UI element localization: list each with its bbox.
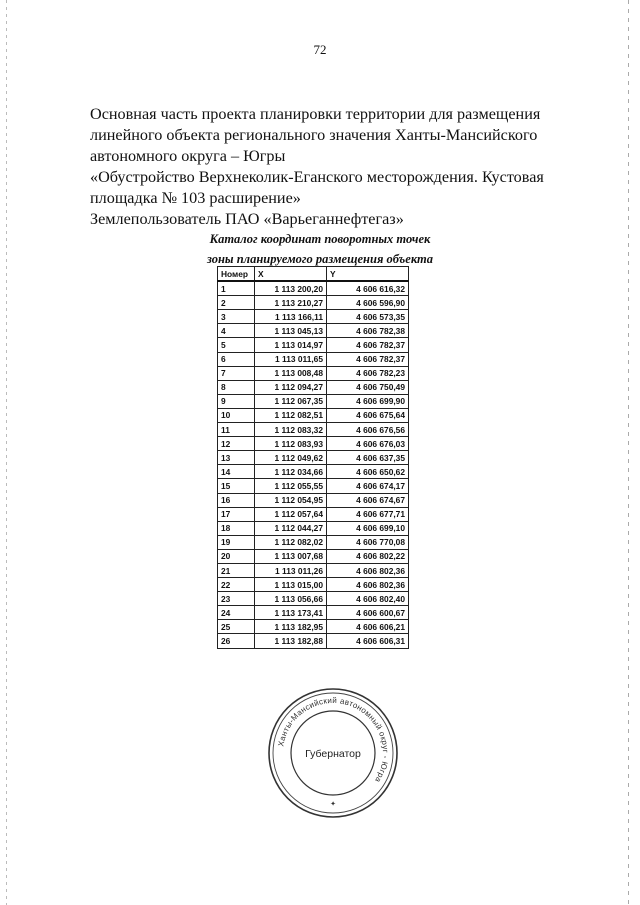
coordinate-x-cell: 1 112 049,62 — [255, 451, 327, 465]
heading-line: Основная часть проекта планировки территории для размещения — [90, 105, 541, 123]
column-header-x: X — [255, 267, 327, 282]
page-number: 72 — [313, 42, 327, 57]
coordinate-x-cell: 1 113 011,65 — [255, 352, 327, 366]
coordinate-y-cell: 4 606 606,21 — [327, 620, 409, 634]
coordinates-table — [217, 266, 409, 649]
coordinate-y-cell: 4 606 802,36 — [327, 563, 409, 577]
point-number-cell: 11 — [218, 423, 255, 437]
table-row — [218, 380, 409, 394]
coordinate-y-cell: 4 606 675,64 — [327, 408, 409, 422]
seal-ring-text: Ханты-Мансийский автономный округ - Югра — [276, 695, 391, 785]
heading-line: площадка № 103 расширение» — [90, 189, 301, 207]
table-row — [218, 493, 409, 507]
coordinate-x-cell: 1 113 166,11 — [255, 310, 327, 324]
coordinate-y-cell: 4 606 616,32 — [327, 281, 409, 296]
catalog-title-line-2: зоны планируемого размещения объекта — [207, 252, 433, 266]
table-header-row — [218, 267, 409, 282]
document-heading — [90, 104, 550, 230]
coordinate-x-cell: 1 112 082,51 — [255, 408, 327, 422]
coordinate-x-cell: 1 113 014,97 — [255, 338, 327, 352]
point-number-cell: 7 — [218, 366, 255, 380]
coordinate-x-cell: 1 112 055,55 — [255, 479, 327, 493]
point-number-cell: 8 — [218, 380, 255, 394]
table-row — [218, 296, 409, 310]
catalog-title-line-1: Каталог координат поворотных точек — [209, 232, 431, 246]
column-header-number: Номер — [218, 267, 255, 282]
coordinate-y-cell: 4 606 782,37 — [327, 338, 409, 352]
coordinate-x-cell: 1 112 067,35 — [255, 394, 327, 408]
point-number-cell: 21 — [218, 563, 255, 577]
coordinate-x-cell: 1 112 044,27 — [255, 521, 327, 535]
coordinate-y-cell: 4 606 573,35 — [327, 310, 409, 324]
table-row — [218, 338, 409, 352]
coordinate-x-cell: 1 112 054,95 — [255, 493, 327, 507]
coordinate-x-cell: 1 112 034,66 — [255, 465, 327, 479]
table-row — [218, 507, 409, 521]
coordinate-y-cell: 4 606 676,03 — [327, 437, 409, 451]
point-number-cell: 17 — [218, 507, 255, 521]
page-scan-edge-right — [628, 0, 629, 905]
table-row — [218, 620, 409, 634]
point-number-cell: 23 — [218, 592, 255, 606]
table-row — [218, 324, 409, 338]
table-row — [218, 408, 409, 422]
table-row — [218, 606, 409, 620]
coordinate-y-cell: 4 606 770,08 — [327, 535, 409, 549]
point-number-cell: 4 — [218, 324, 255, 338]
table-row — [218, 310, 409, 324]
coordinate-x-cell: 1 112 082,02 — [255, 535, 327, 549]
table-row — [218, 592, 409, 606]
point-number-cell: 9 — [218, 394, 255, 408]
seal-graphic — [266, 686, 400, 820]
coordinate-x-cell: 1 113 007,68 — [255, 549, 327, 563]
coordinate-x-cell: 1 113 015,00 — [255, 578, 327, 592]
heading-line: автономного округа – Югры — [90, 147, 286, 165]
coordinate-x-cell: 1 113 182,95 — [255, 620, 327, 634]
coordinate-y-cell: 4 606 674,67 — [327, 493, 409, 507]
point-number-cell: 6 — [218, 352, 255, 366]
seal-center-text: Губернатор — [305, 748, 361, 760]
table-row — [218, 465, 409, 479]
point-number-cell: 16 — [218, 493, 255, 507]
coordinate-y-cell: 4 606 782,37 — [327, 352, 409, 366]
point-number-cell: 22 — [218, 578, 255, 592]
heading-line: «Обустройство Верхнеколик-Еганского месторождения. Кустовая — [90, 168, 544, 186]
seal-star-icon: ✦ — [330, 800, 336, 808]
coordinate-x-cell: 1 112 083,93 — [255, 437, 327, 451]
point-number-cell: 26 — [218, 634, 255, 648]
point-number-cell: 1 — [218, 281, 255, 296]
coordinate-y-cell: 4 606 802,36 — [327, 578, 409, 592]
table-row — [218, 423, 409, 437]
point-number-cell: 18 — [218, 521, 255, 535]
coordinate-y-cell: 4 606 782,23 — [327, 366, 409, 380]
coordinate-y-cell: 4 606 802,22 — [327, 549, 409, 563]
coordinate-x-cell: 1 113 210,27 — [255, 296, 327, 310]
point-number-cell: 15 — [218, 479, 255, 493]
point-number-cell: 24 — [218, 606, 255, 620]
point-number-cell: 3 — [218, 310, 255, 324]
table-row — [218, 549, 409, 563]
coordinate-y-cell: 4 606 606,31 — [327, 634, 409, 648]
heading-line: Землепользователь ПАО «Варьеганнефтегаз» — [90, 210, 404, 228]
table-row — [218, 563, 409, 577]
point-number-cell: 13 — [218, 451, 255, 465]
governor-seal-stamp — [266, 686, 400, 820]
coordinate-x-cell: 1 113 008,48 — [255, 366, 327, 380]
coordinate-x-cell: 1 113 011,26 — [255, 563, 327, 577]
table-row — [218, 521, 409, 535]
coordinate-x-cell: 1 113 056,66 — [255, 592, 327, 606]
table-row — [218, 366, 409, 380]
table-row — [218, 281, 409, 296]
coordinate-x-cell: 1 112 094,27 — [255, 380, 327, 394]
point-number-cell: 10 — [218, 408, 255, 422]
point-number-cell: 12 — [218, 437, 255, 451]
coordinate-x-cell: 1 113 182,88 — [255, 634, 327, 648]
coordinate-x-cell: 1 113 200,20 — [255, 281, 327, 296]
column-header-y: Y — [327, 267, 409, 282]
table-row — [218, 578, 409, 592]
coordinate-y-cell: 4 606 750,49 — [327, 380, 409, 394]
coordinate-y-cell: 4 606 677,71 — [327, 507, 409, 521]
table-row — [218, 352, 409, 366]
coordinate-x-cell: 1 112 083,32 — [255, 423, 327, 437]
coordinate-x-cell: 1 113 045,13 — [255, 324, 327, 338]
heading-line: линейного объекта регионального значения Ханты-Мансийского — [90, 126, 538, 144]
table-row — [218, 479, 409, 493]
point-number-cell: 5 — [218, 338, 255, 352]
catalog-title — [150, 229, 490, 269]
table-row — [218, 451, 409, 465]
coordinate-y-cell: 4 606 782,38 — [327, 324, 409, 338]
point-number-cell: 2 — [218, 296, 255, 310]
coordinate-y-cell: 4 606 802,40 — [327, 592, 409, 606]
coordinate-x-cell: 1 113 173,41 — [255, 606, 327, 620]
coordinate-y-cell: 4 606 674,17 — [327, 479, 409, 493]
page-scan-edge-left — [6, 0, 7, 905]
table-row — [218, 437, 409, 451]
point-number-cell: 14 — [218, 465, 255, 479]
coordinate-y-cell: 4 606 596,90 — [327, 296, 409, 310]
coordinate-y-cell: 4 606 699,90 — [327, 394, 409, 408]
point-number-cell: 25 — [218, 620, 255, 634]
coordinate-x-cell: 1 112 057,64 — [255, 507, 327, 521]
coordinates-table-body — [218, 281, 409, 648]
coordinate-y-cell: 4 606 676,56 — [327, 423, 409, 437]
table-row — [218, 394, 409, 408]
coordinate-y-cell: 4 606 650,62 — [327, 465, 409, 479]
point-number-cell: 19 — [218, 535, 255, 549]
point-number-cell: 20 — [218, 549, 255, 563]
table-row — [218, 634, 409, 648]
table-row — [218, 535, 409, 549]
coordinate-y-cell: 4 606 699,10 — [327, 521, 409, 535]
coordinate-y-cell: 4 606 600,67 — [327, 606, 409, 620]
coordinate-y-cell: 4 606 637,35 — [327, 451, 409, 465]
